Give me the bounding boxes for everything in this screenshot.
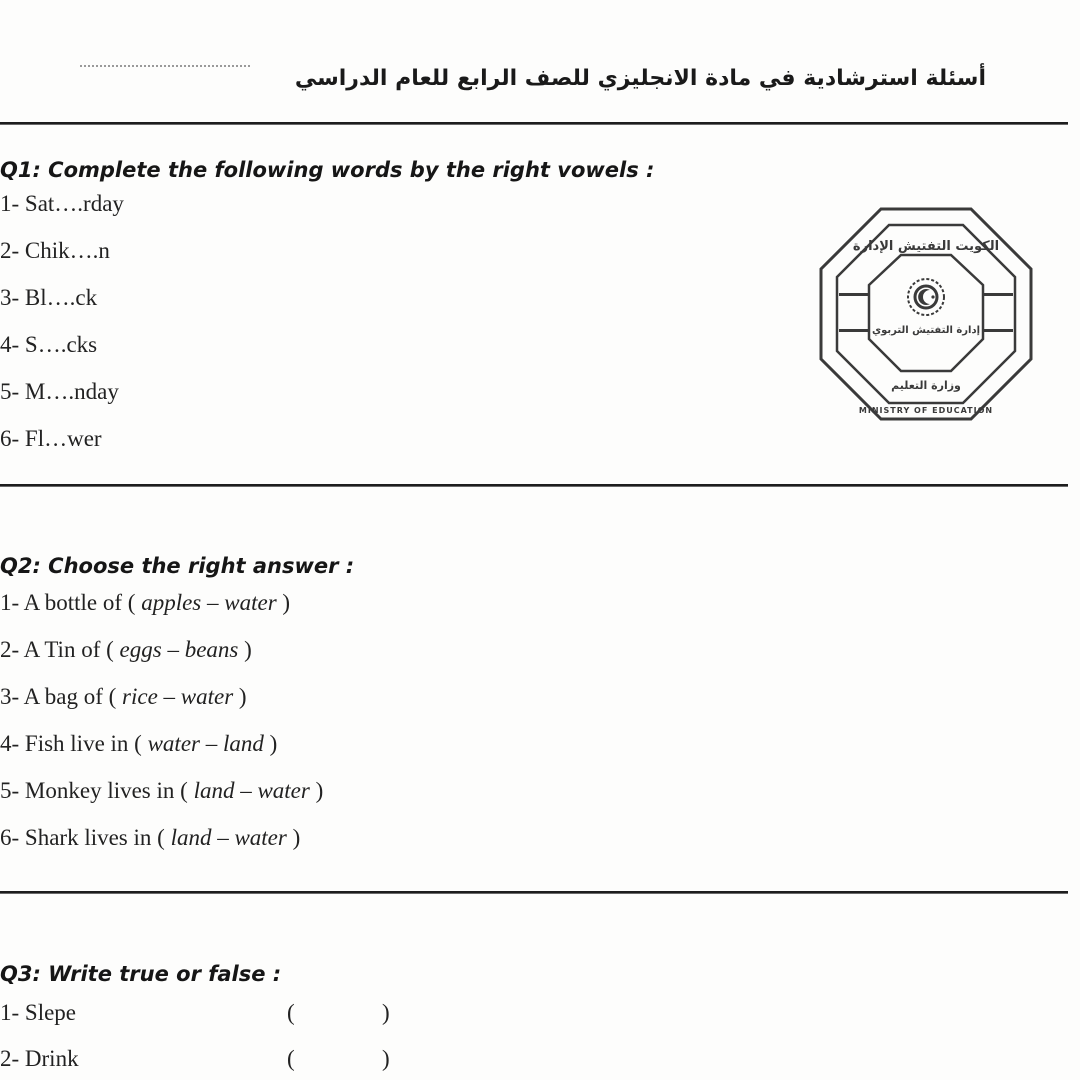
q2-item: 6- Shark lives in ( land – water ): [0, 825, 301, 850]
q1-item: 5- M….nday: [0, 379, 119, 404]
option-a: rice: [122, 684, 158, 709]
answer-paren-close: ): [382, 1000, 390, 1025]
q2-item: 5- Monkey lives in ( land – water ): [0, 778, 324, 803]
q1-item: 2- Chik….n: [0, 238, 110, 263]
q1-item: 3- Bl….ck: [0, 285, 98, 310]
option-a: land: [193, 778, 235, 803]
divider-top: [0, 122, 1068, 124]
q1-item: 1- Sat….rday: [0, 191, 124, 216]
q1-item: 4- S….cks: [0, 332, 98, 357]
option-a: water: [147, 731, 200, 756]
dotted-blank-line: [80, 65, 250, 67]
option-a: eggs: [119, 637, 162, 662]
option-b: water: [224, 590, 277, 615]
q2-item: 2- A Tin of ( eggs – beans ): [0, 637, 252, 662]
option-b: beans: [184, 637, 239, 662]
option-b: water: [234, 825, 287, 850]
q2-item: 1- A bottle of ( apples – water ): [0, 590, 291, 615]
answer-paren-open: (: [287, 1046, 295, 1071]
ministry-seal-icon: [817, 205, 1035, 423]
answer-paren-close: ): [382, 1046, 390, 1071]
q1-heading: Q1: Complete the following words by the right vowels :: [0, 158, 655, 182]
seal-arabic-top: الكويت التفتيش الإدارة: [852, 239, 1000, 254]
q2-heading: Q2: Choose the right answer :: [0, 554, 355, 578]
option-b: water: [180, 684, 234, 709]
seal-english-bottom: MINISTRY OF EDUCATION: [858, 406, 994, 415]
option-a: apples: [141, 590, 202, 615]
q2-item: 3- A bag of ( rice – water ): [0, 684, 247, 709]
divider-q2-q3: [0, 891, 1068, 893]
option-b: water: [257, 778, 310, 803]
page-title: أسئلة استرشادية في مادة الانجليزي للصف الرابع للعام الدراسي: [294, 66, 986, 91]
q3-item: 2- Drink: [0, 1046, 79, 1071]
q2-item: 4- Fish live in ( water – land ): [0, 731, 278, 756]
answer-paren-open: (: [287, 1000, 295, 1025]
divider-q1-q2: [0, 484, 1068, 486]
seal-arabic-bottom: وزارة التعليم: [891, 379, 961, 392]
option-b: land: [222, 731, 264, 756]
q3-heading: Q3: Write true or false :: [0, 962, 282, 986]
seal-arabic-center: إدارة التفتيش التربوي: [871, 325, 981, 336]
option-a: land: [170, 825, 212, 850]
q3-item: 1- Slepe: [0, 1000, 77, 1025]
q1-item: 6- Fl…wer: [0, 426, 102, 451]
